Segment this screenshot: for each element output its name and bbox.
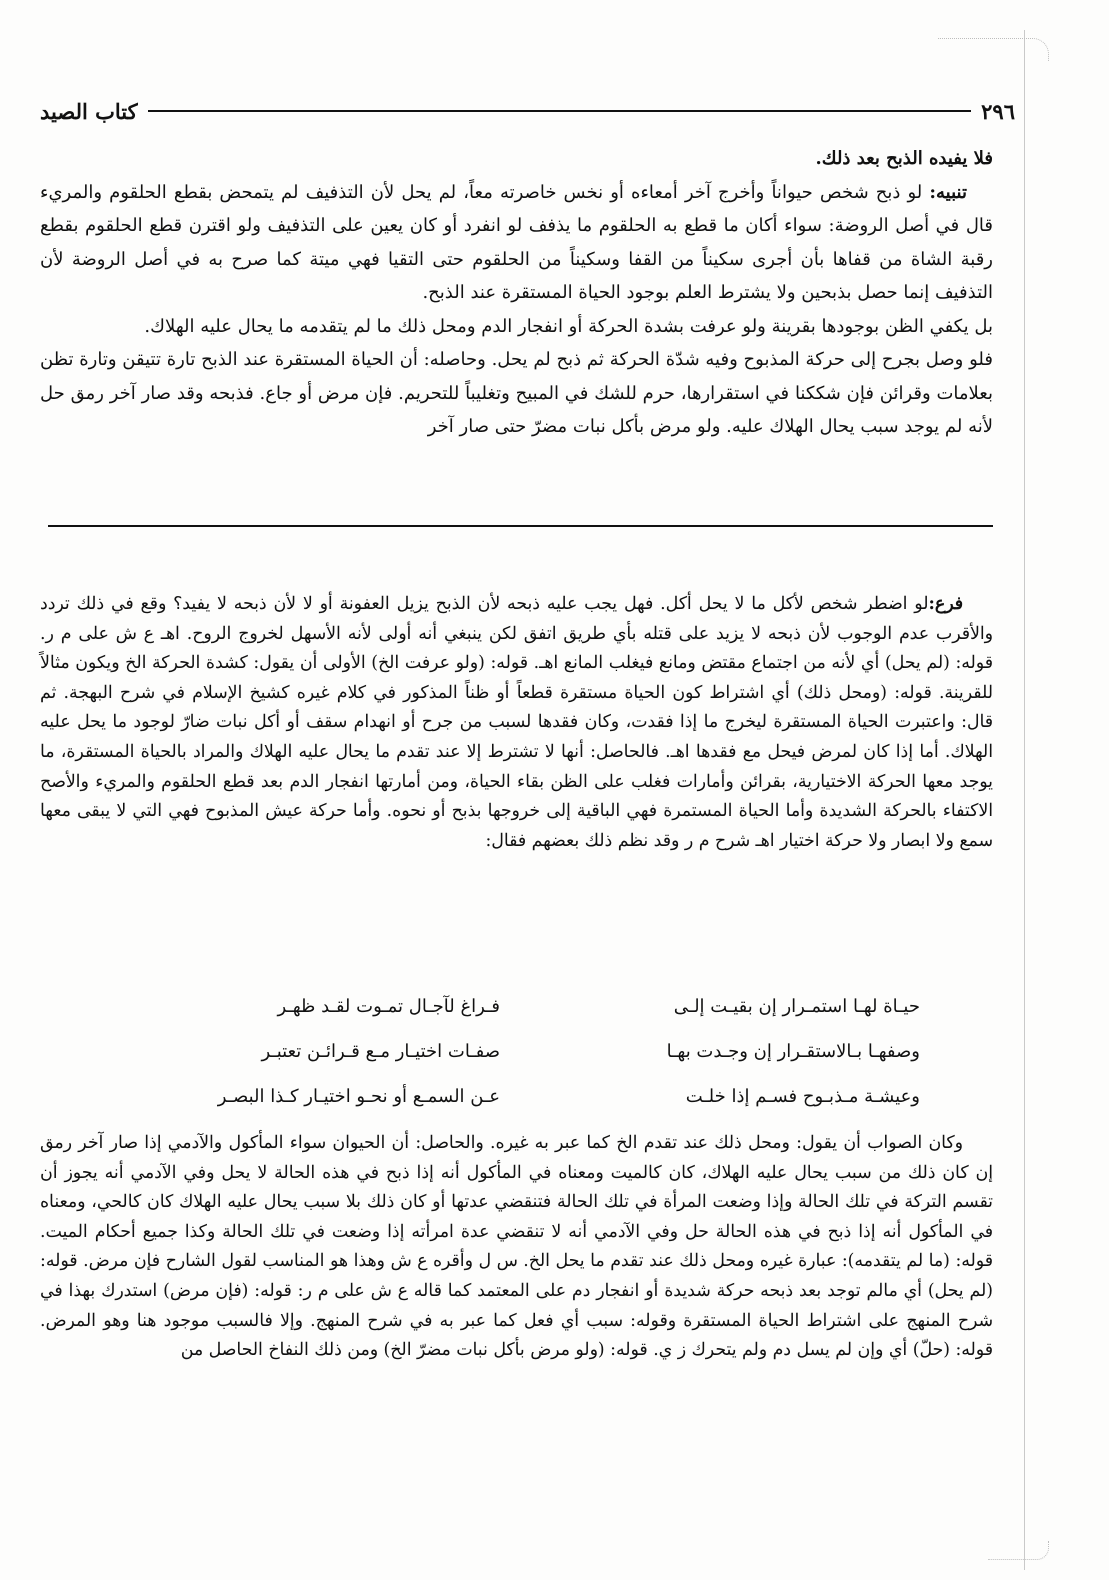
paragraph: فلا يفيده الذبح بعد ذلك. [815,148,993,169]
decorative-corner [938,38,1049,61]
paragraph-text: لو اضطر شخص لأكل ما لا يحل أكل. فهل يجب عليه ذبحه لأن الذبح يزيل العفونة أو لا لأن ذبحه لا يفيد؟ وقع في ذلك تردد والأقرب عدم الوجوب لأن ذبحه لا يزيد على قتله بأي طريق اتفق لكن ينبغي أنه أولى لأنه الأسهل لخروج الروح. اهـ ع ش على م ر. قوله: (لم يحل) أي لأنه من اجتماع مقتض ومانع فيغلب المانع اهـ. قوله: (ولو عرفت الخ) الأولى أن يقول: كشدة الحركة الخ ويكون مثالاً للقرينة. قوله: (ومحل ذلك) أي اشتراط كون الحياة مستقرة قطعاً أو ظناً المذكور في كلام غيره كشيخ الإسلام في شرح البهجة. ثم قال: واعتبرت الحياة المستقرة ليخرج ما إذا فقدت، وكان فقدها لسبب من جرح أو انهدام سقف أو أكل نبات ضارّ لوجود ما يحل عليه الهلاك. أما إذا كان لمرض فيحل مع فقدها اهـ. فالحاصل: أنها لا تشترط إلا عند تقدم ما يحال عليه الهلاك والمراد بالحياة المستقرة، ما يوجد معها الحركة الاختيارية، بقرائن وأمارات فغلب على الظن بقاء الحياة، ومن أمارتها انفجار الدم بعد قطع الحلقوم والمريء والأصح الاكتفاء بالحركة الشديدة وأما الحياة المستمرة فهي الباقية إلى خروجها بذبح أو نحوه. وأما حركة عيش المذبوح فهي التي لا يبقى معها سمع ولا ابصار ولا حركة اختيار اهـ شرح م ر وقد نظم ذلك بعضهم فقال: [40,594,993,851]
book-title: كتاب الصيد [40,98,138,124]
note-label: فرع: [928,594,963,614]
verse-second-hemistich: صفـات اختيـار مـع قـرائـن تعتبـر [261,1041,500,1062]
commentary-text [40,590,993,856]
verse-first-hemistich: وصفهـا بـالاستقـرار إن وجـدت بهـا [666,1041,920,1062]
poem [120,984,920,1119]
verse-first-hemistich: وعيشـة مـذبـوح فسـم إذا خلـت [685,1086,920,1107]
verse-second-hemistich: فـراغ لآجـال تمـوت لقـد ظهـر [277,996,500,1017]
page-number: ٢٩٦ [981,98,1015,124]
paragraph-text: لو ذبح شخص حيواناً وأخرج آخر أمعاءه أو نخس خاصرته معاً، لم يحل لأن التذفيف لم يتمحض بقطع الحلقوم والمريء قال في أصل الروضة: سواء أكان ما قطع به الحلقوم ما يذفف لو انفرد أو كان يعين على التذفيف ولو اقترن قطع الحلقوم بقطع رقبة الشاة من قفاها بأن أجرى سكيناً من القفا وسكيناً من الحلقوم حتى التقيا فهي ميتة كما صرح به في أصل الروضة لأن التذفيف إنما حصل بذبحين ولا يشترط العلم بوجود الحياة المستقرة عند الذبح. [40,181,993,303]
paragraph: فلو وصل بجرح إلى حركة المذبوح وفيه شدّة الحركة ثم ذبح لم يحل. وحاصله: أن الحياة المستقرة عند الذبح تارة تتيقن وتارة تظن بعلامات وقرائن فإن شككنا في استقرارها، حرم للشك في المبيح وتغليباً للتحريم. فإن مرض أو جاع. فذبحه وقد صار آخر رمق حل لأنه لم يوجد سبب يحال الهلاك عليه. ولو مرض بأكل نبات مضرّ حتى صار آخر [40,349,993,437]
commentary-text-continued [40,1129,993,1366]
header-rule [148,110,972,112]
main-text [40,142,993,444]
verse-second-hemistich: عـن السمـع أو نحـو اختيـار كـذا البصـر [217,1086,500,1107]
poem-verse [120,1074,920,1119]
poem-verse [120,984,920,1029]
verse-first-hemistich: حيـاة لهـا استمـرار إن بقيـت إلـى [673,996,920,1017]
note-label: تنبيه: [929,181,967,203]
paragraph [40,590,993,856]
paragraph: وكان الصواب أن يقول: ومحل ذلك عند تقدم الخ كما عبر به غيره. والحاصل: أن الحيوان سواء المأكول والآدمي إذا صار آخر رمق إن كان ذلك من سبب يحال عليه الهلاك، كان كالميت ومعناه في المأكول أنه إذا ذبح في هذه الحالة لا يحل وفي الآدمي أنه يجوز أن تقسم التركة في تلك الحالة وإذا وضعت المرأة في تلك الحالة فتنقضي عدتها أو كان ذلك بلا سبب يحال عليه الهلاك كان كالحي، ومعناه في المأكول أنه إذا ذبح في هذه الحالة حل وفي الآدمي أنه لا تنقضي عدة امرأته إذا وضعت في تلك الحالة وكذا جميع أحكام الميت. قوله: (ما لم يتقدمه): عبارة غيره ومحل ذلك عند تقدم ما يحل الخ. س ل وأقره ع ش وهذا هو المناسب لقول الشارح فإن مرض. قوله: (لم يحل) أي مالم توجد بعد ذبحه حركة شديدة أو انفجار دم على المعتمد كما قاله ع ش على م ر: قوله: (فإن مرض) استدرك بهذا في شرح المنهج على اشتراط الحياة المستقرة وقوله: سبب أي فعل كما عبر به في شرح المنهج. وإلا فالسبب موجود هنا وهو المرض. قوله: (حلّ) أي وإن لم يسل دم ولم يتحرك ز ي. قوله: (ولو مرض بأكل نبات مضرّ الخ) ومن ذلك النفاخ الحاصل من [40,1133,993,1361]
paragraph [40,176,993,310]
decorative-corner [988,1541,1049,1560]
footnote-separator [48,525,993,527]
page-edge [1024,30,1047,1570]
paragraph: بل يكفي الظن بوجودها بقرينة ولو عرفت بشدة الحركة أو انفجار الدم ومحل ذلك ما لم يتقدمه ما يحال عليه الهلاك. [144,315,993,337]
poem-verse [120,1029,920,1074]
running-header [40,96,1015,126]
